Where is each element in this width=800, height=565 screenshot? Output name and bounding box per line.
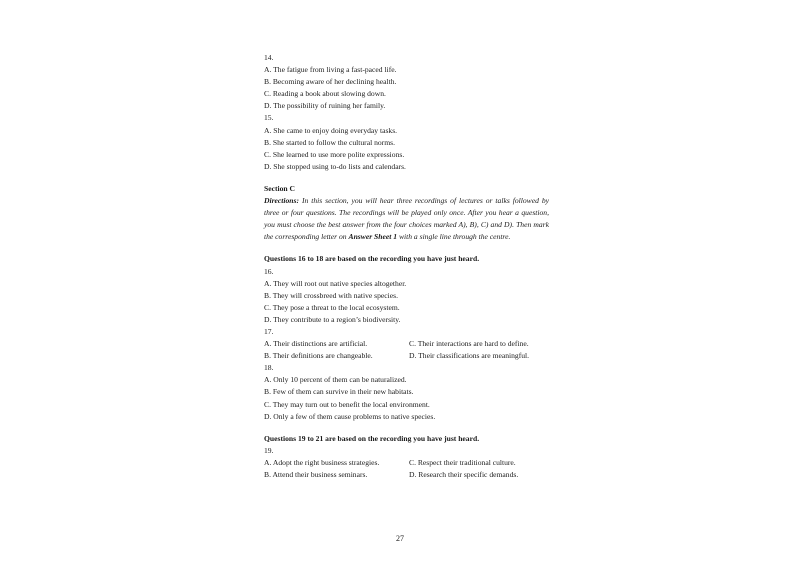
question-16-option-c: C. They pose a threat to the local ecosystem. — [264, 302, 400, 312]
question-18-number: 18. — [264, 363, 274, 373]
question-16-number: 16. — [264, 266, 274, 276]
question-19-option-b: B. Attend their business seminars. — [264, 470, 368, 479]
exam-page — [264, 52, 549, 481]
question-19-option-d: D. Research their specific demands. — [409, 470, 519, 479]
question-19-option-a: A. Adopt the right business strategies. — [264, 457, 380, 467]
question-14-number: 14. — [264, 53, 274, 62]
directions-label: Directions: — [264, 196, 300, 206]
question-19-option-c: C. Respect their traditional culture. — [409, 457, 516, 467]
spacer — [264, 423, 549, 433]
question-17-option-a: A. Their distinctions are artificial. — [264, 339, 368, 349]
directions-text: In this section, you will hear three recordings of lectures or talks followed by three or four questions. The recordings will be played only once. After you hear a question, you must choose the best answer from the four choices marked A), B), C) and D). Then mark the corresponding letter on — [264, 196, 549, 242]
question-16-option-b: B. They will crossbreed with native species. — [264, 290, 398, 300]
question-14-option-b: B. Becoming aware of her declining health. — [264, 77, 397, 87]
question-19-row-2 — [264, 469, 549, 481]
question-15-option-a: A. She came to enjoy doing everyday tasks. — [264, 125, 398, 135]
question-16-option-d: D. They contribute to a region’s biodiversity. — [264, 314, 401, 324]
question-17-row-1 — [264, 338, 549, 350]
question-16-option-a: A. They will root out native species altogether. — [264, 278, 407, 288]
question-19-number: 19. — [264, 445, 274, 455]
question-18-option-b: B. Few of them can survive in their new habitats. — [264, 387, 414, 397]
question-17-option-b: B. Their definitions are changeable. — [264, 351, 373, 361]
question-15-option-c: C. She learned to use more polite expressions. — [264, 149, 405, 159]
question-19-row-1 — [264, 457, 549, 469]
question-14-option-a: A. The fatigue from living a fast-paced life. — [264, 65, 397, 75]
answer-sheet-label: Answer Sheet 1 — [348, 232, 398, 242]
question-14-option-c: C. Reading a book about slowing down. — [264, 89, 386, 99]
directions-end: with a single line through the centre. — [397, 232, 511, 242]
question-18-option-d: D. Only a few of them cause problems to native species. — [264, 411, 436, 421]
questions-16-18-heading: Questions 16 to 18 are based on the recording you have just heard. — [264, 254, 480, 264]
question-18-option-a: A. Only 10 percent of them can be naturalized. — [264, 375, 407, 385]
spacer — [264, 173, 549, 183]
section-c-title: Section C — [264, 183, 296, 193]
questions-19-21-heading: Questions 19 to 21 are based on the recording you have just heard. — [264, 433, 480, 443]
question-17-option-c: C. Their interactions are hard to define. — [409, 339, 529, 349]
section-c-directions — [264, 195, 549, 243]
question-17-number: 17. — [264, 326, 274, 336]
question-15-number: 15. — [264, 113, 274, 123]
question-15-option-b: B. She started to follow the cultural norms. — [264, 137, 395, 147]
question-18-option-c: C. They may turn out to benefit the local environment. — [264, 399, 430, 409]
question-17-option-d: D. Their classifications are meaningful. — [409, 351, 530, 361]
question-14-option-d: D. The possibility of ruining her family. — [264, 101, 386, 111]
question-17-row-2 — [264, 350, 549, 362]
spacer — [264, 243, 549, 253]
page-number: 27 — [396, 534, 404, 543]
question-15-option-d: D. She stopped using to-do lists and calendars. — [264, 161, 406, 171]
